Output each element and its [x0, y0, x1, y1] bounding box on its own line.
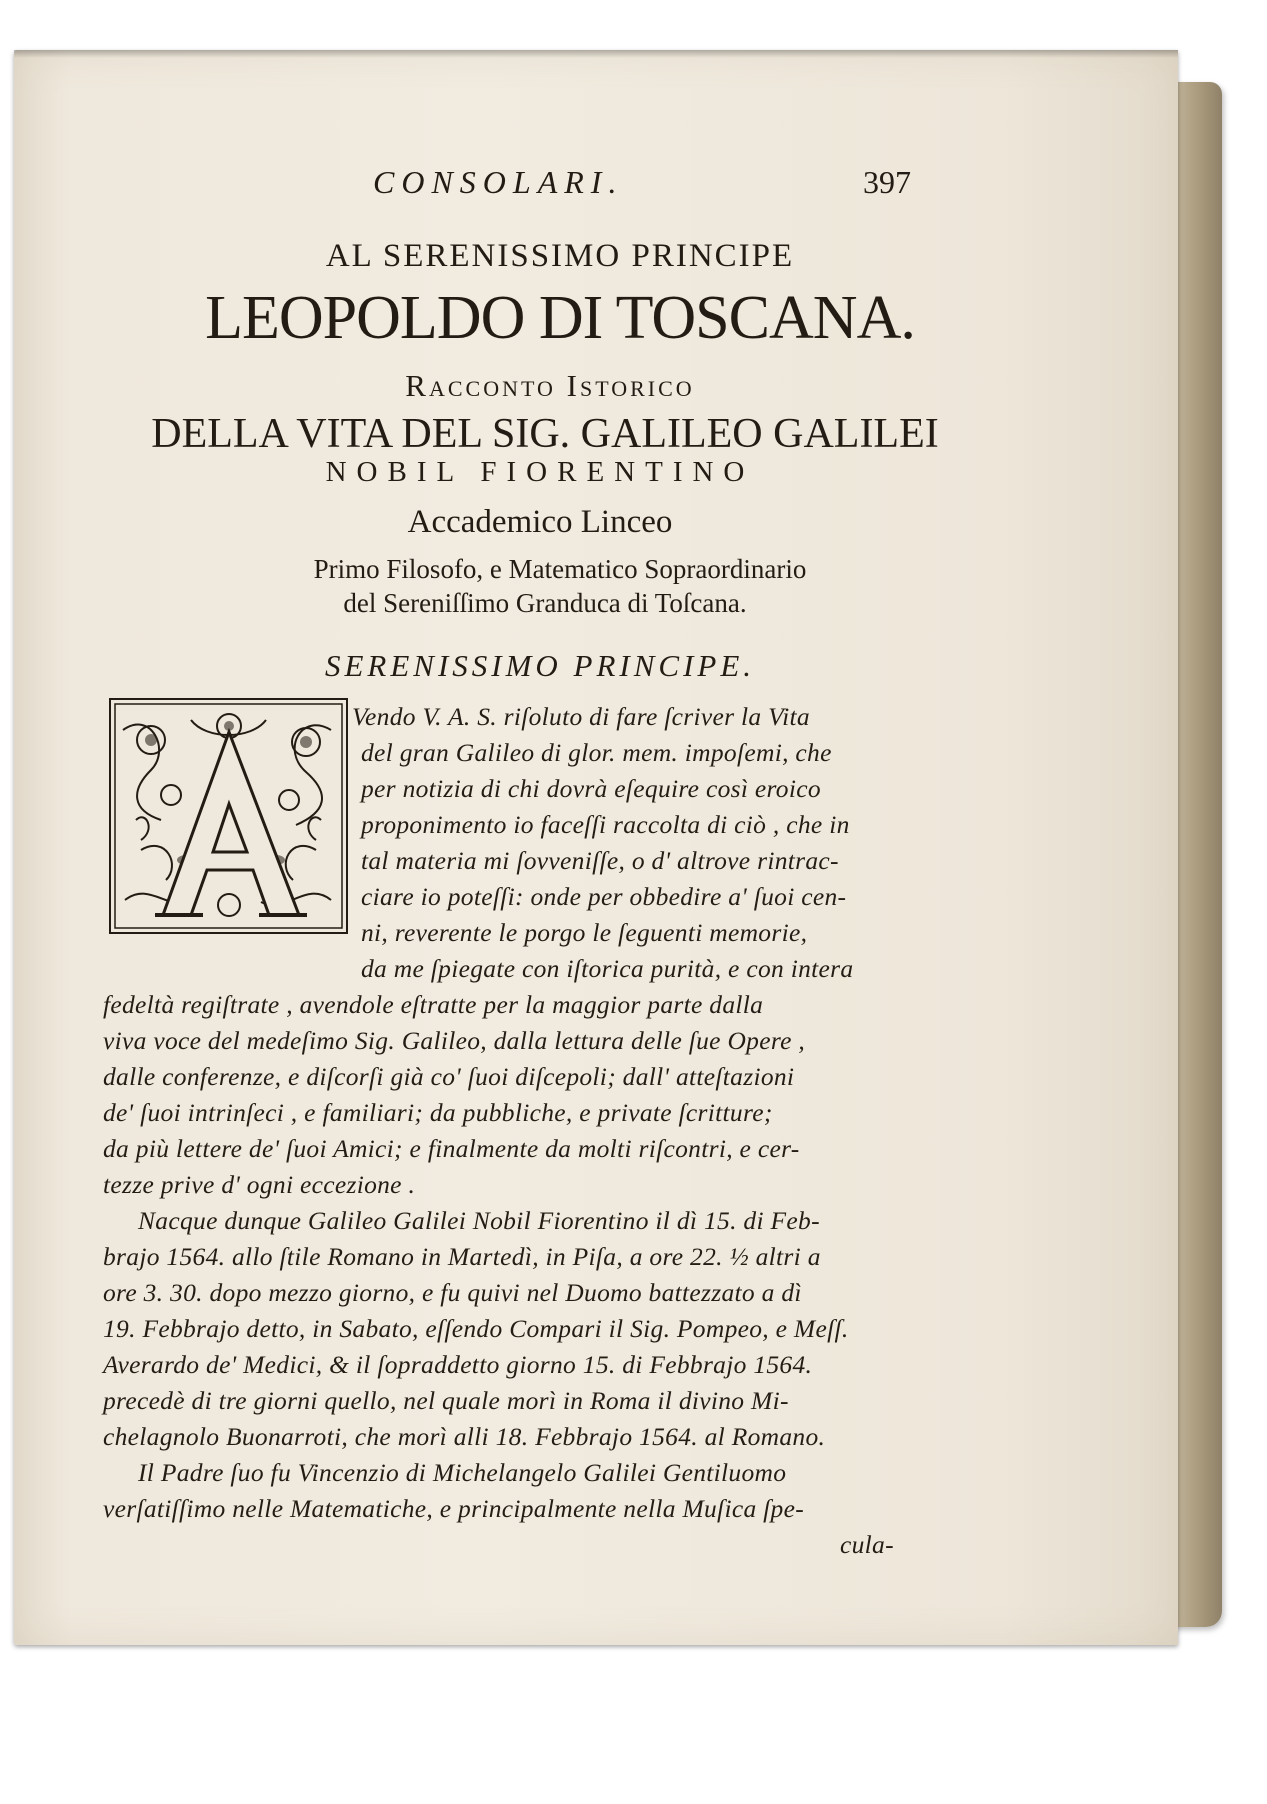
decorated-initial-art	[111, 700, 346, 932]
title-granduca-line: del Sereniſſimo Granduca di Toſcana.	[343, 588, 747, 618]
title-accademico-line: Accademico Linceo	[407, 504, 673, 540]
body-line: Il Padre ſuo fu Vincenzio di Michelangelo Galilei Gentiluomo	[138, 1458, 787, 1487]
body-line: verſatiſſimo nelle Matematiche, e principalmente nella Muſica ſpe-	[103, 1494, 805, 1523]
body-line: de' ſuoi intrinſeci , e familiari; da pubbliche, e private ſcritture;	[103, 1098, 773, 1127]
catchword: cula-	[840, 1530, 894, 1559]
body-line: da me ſpiegate con iſtorica purità, e con intera	[361, 954, 854, 983]
body-line: Vendo V. A. S. riſoluto di fare ſcriver la Vita	[352, 702, 810, 731]
body-line: Averardo de' Medici, & il ſopraddetto giorno 15. di Febbrajo 1564.	[103, 1350, 813, 1379]
body-line: 19. Febbrajo detto, in Sabato, eſſendo Compari il Sig. Pompeo, e Meſſ.	[103, 1314, 849, 1343]
body-line: ni, reverente le porgo le ſeguenti memorie,	[361, 918, 808, 947]
prince-name-heading: LEOPOLDO DI TOSCANA.	[205, 284, 915, 352]
title-primo-line: Primo Filosofo, e Matematico Sopraordinario	[313, 554, 807, 584]
body-line: precedè di tre giorni quello, nel quale morì in Roma il divino Mi-	[103, 1386, 789, 1415]
racconto-heading: Racconto Istorico	[405, 368, 695, 403]
body-line: chelagnolo Buonarroti, che morì alli 18. Febbrajo 1564. al Romano.	[103, 1422, 826, 1451]
body-line: tal materia mi ſovveniſſe, o d' altrove rintrac-	[361, 846, 839, 875]
body-line: proponimento io faceſſi raccolta di ciò , che in	[361, 810, 850, 839]
running-title: CONSOLARI.	[373, 164, 624, 200]
salutation-heading: SERENISSIMO PRINCIPE.	[324, 648, 756, 683]
body-line: Nacque dunque Galileo Galilei Nobil Fiorentino il dì 15. di Feb-	[138, 1206, 820, 1235]
title-vita-line: DELLA VITA DEL SIG. GALILEO GALILEI	[151, 411, 939, 457]
body-line: per notizia di chi dovrà eſequire così eroico	[361, 774, 821, 803]
page-number: 397	[863, 164, 911, 200]
page-shadow	[14, 50, 1178, 58]
body-line: da più lettere de' ſuoi Amici; e finalmente da molti riſcontri, e cer-	[103, 1134, 800, 1163]
body-line: brajo 1564. allo ſtile Romano in Martedì, in Piſa, a ore 22. ½ altri a	[103, 1242, 821, 1271]
body-line: tezze prive d' ogni eccezione .	[103, 1170, 416, 1199]
body-line: ciare io poteſſi: onde per obbedire a' ſuoi cen-	[361, 882, 847, 911]
decorated-initial	[109, 698, 348, 934]
body-line: dalle conferenze, e diſcorſi già co' ſuoi diſcepoli; dall' atteſtazioni	[103, 1062, 795, 1091]
body-line: ore 3. 30. dopo mezzo giorno, e fu quivi nel Duomo battezzato a dì	[103, 1278, 802, 1307]
body-line: viva voce del medeſimo Sig. Galileo, dalla lettura delle ſue Opere ,	[103, 1026, 806, 1055]
dedication-heading: AL SERENISSIMO PRINCIPE	[325, 238, 795, 274]
title-nobil-line: NOBIL FIORENTINO	[325, 456, 755, 488]
body-line: del gran Galileo di glor. mem. impoſemi, che	[361, 738, 832, 767]
body-line: fedeltà regiſtrate , avendole eſtratte per la maggior parte dalla	[103, 990, 764, 1019]
